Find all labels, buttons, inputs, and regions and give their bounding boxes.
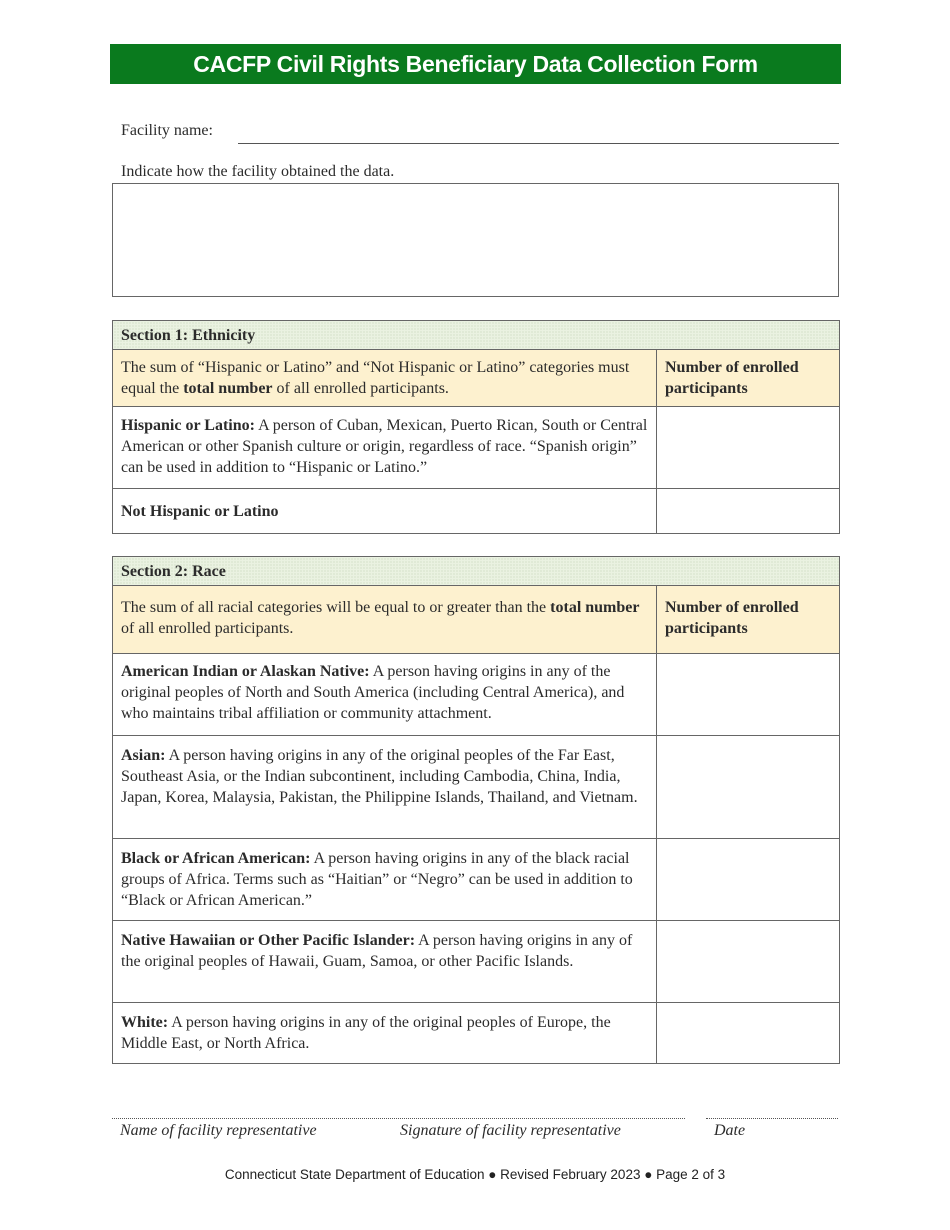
native-hawaiian-count-input[interactable] — [657, 921, 840, 1003]
section2-heading: Section 2: Race — [113, 557, 840, 586]
ethnicity-row-hispanic: Hispanic or Latino: A person of Cuban, Mexican, Puerto Rican, South or Central American or other Spanish culture or origin, regardless of race. “Spanish origin” can be used in addition to “Hispanic or Latino.” — [113, 407, 657, 489]
race-row-black: Black or African American: A person having origins in any of the black racial groups of Africa. Terms such as “Haitian” or “Negro” can be used in addition to “Black or African American.” — [113, 839, 657, 921]
not-hispanic-count-input[interactable] — [657, 489, 840, 534]
section1-ethnicity-table — [112, 320, 840, 534]
date-label: Date — [714, 1122, 746, 1139]
date-line[interactable] — [706, 1118, 838, 1119]
black-count-input[interactable] — [657, 839, 840, 921]
data-source-label: Indicate how the facility obtained the data. — [121, 163, 395, 180]
signature-of-representative-label: Signature of facility representative — [400, 1122, 621, 1139]
facility-name-label: Facility name: — [121, 122, 213, 139]
data-source-textarea[interactable] — [112, 183, 839, 297]
hispanic-count-input[interactable] — [657, 407, 840, 489]
page-footer: Connecticut State Department of Education ● Revised February 2023 ● Page 2 of 3 — [224, 1167, 726, 1182]
white-count-input[interactable] — [657, 1003, 840, 1064]
section2-race-table — [112, 556, 840, 1064]
american-indian-count-input[interactable] — [657, 654, 840, 736]
form-title: CACFP Civil Rights Beneficiary Data Collection Form — [110, 44, 841, 84]
name-of-representative-label: Name of facility representative — [120, 1122, 317, 1139]
race-row-native-hawaiian: Native Hawaiian or Other Pacific Islander: A person having origins in any of the original peoples of Hawaii, Guam, Samoa, or other Pacific Islands. — [113, 921, 657, 1003]
ethnicity-row-not-hispanic: Not Hispanic or Latino — [113, 489, 657, 534]
race-row-asian: Asian: A person having origins in any of the original peoples of the Far East, Southeast Asia, or the Indian subcontinent, including Cambodia, China, India, Japan, Korea, Malaysia, Pakistan, the Philippine Islands, Thailand, and Vietnam. — [113, 736, 657, 839]
race-row-white: White: A person having origins in any of the original peoples of Europe, the Middle East, or North Africa. — [113, 1003, 657, 1064]
section1-count-column-header: Number of enrolled participants — [657, 350, 840, 407]
section2-instruction: The sum of all racial categories will be equal to or greater than the total number of all enrolled participants. — [113, 586, 657, 654]
section1-instruction: The sum of “Hispanic or Latino” and “Not Hispanic or Latino” categories must equal the total number of all enrolled participants. — [113, 350, 657, 407]
asian-count-input[interactable] — [657, 736, 840, 839]
name-signature-line[interactable] — [112, 1118, 685, 1119]
facility-name-field[interactable] — [238, 143, 839, 144]
section1-heading: Section 1: Ethnicity — [113, 321, 840, 350]
race-row-american-indian: American Indian or Alaskan Native: A person having origins in any of the original peoples of North and South America (including Central America), and who maintains tribal affiliation or community attachment. — [113, 654, 657, 736]
section2-count-column-header: Number of enrolled participants — [657, 586, 840, 654]
